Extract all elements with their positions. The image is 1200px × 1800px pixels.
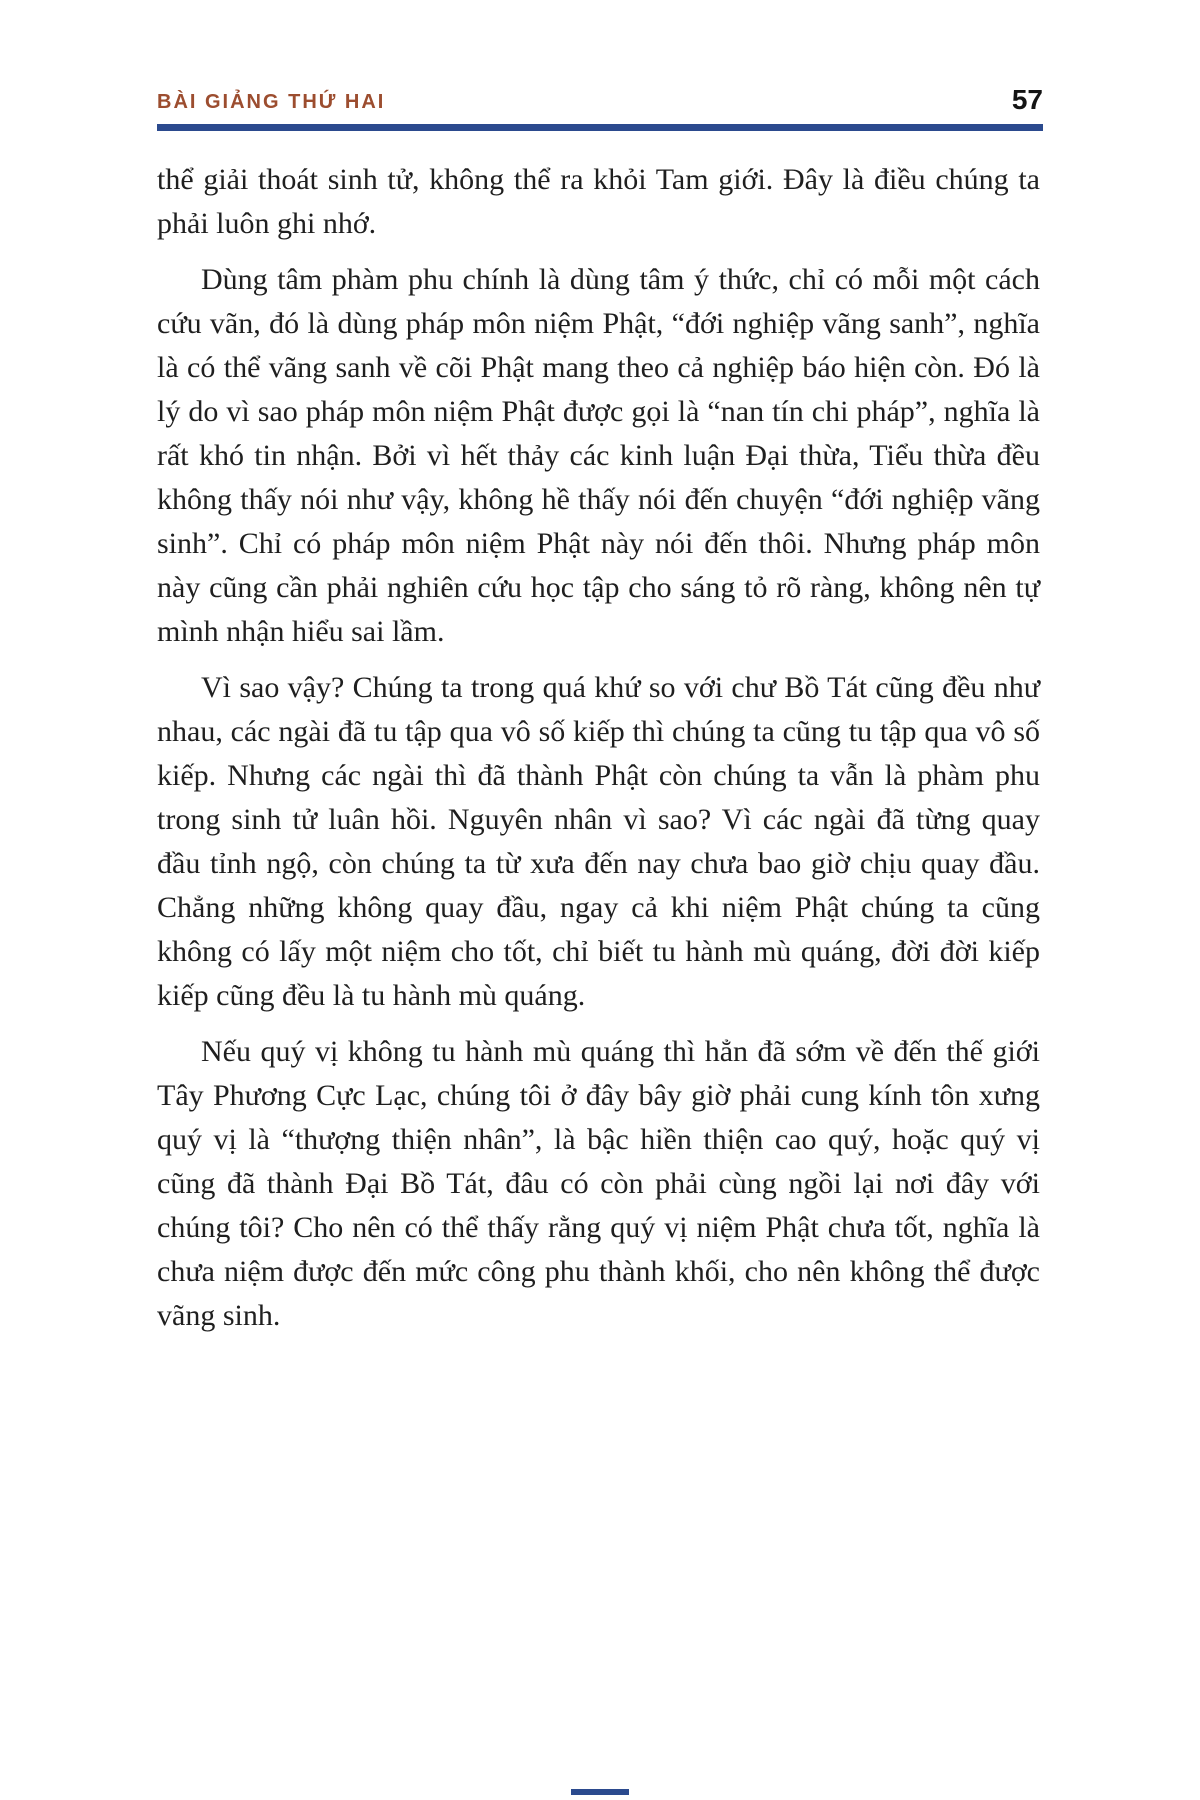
page-number: 57 [1011, 84, 1043, 115]
paragraph: Vì sao vậy? Chúng ta trong quá khứ so với chư Bồ Tát cũng đều như nhau, các ngài đã tu tập qua vô số kiếp thì chúng ta cũng tu tập qua vô số kiếp. Nhưng các ngài thì đã thành Phật còn chúng ta vẫn là phàm phu trong sinh tử luân hồi. Nguyên nhân vì sao? Vì các ngài đã từng quay đầu tỉnh ngộ, còn chúng ta từ xưa đến nay chưa bao giờ chịu quay đầu. Chẳng những không quay đầu, ngay cả khi niệm Phật chúng ta cũng không có lấy một niệm cho tốt, chỉ biết tu hành mù quáng, đời đời kiếp kiếp cũng đều là tu hành mù quáng. [157, 671, 1040, 1012]
paragraph: thể giải thoát sinh tử, không thể ra khỏi Tam giới. Đây là điều chúng ta phải luôn ghi nhớ. [157, 163, 1040, 240]
paragraph: Dùng tâm phàm phu chính là dùng tâm ý thức, chỉ có mỗi một cách cứu vãn, đó là dùng pháp môn niệm Phật, “đới nghiệp vãng sanh”, nghĩa là có thể vãng sanh về cõi Phật mang theo cả nghiệp báo hiện còn. Đó là lý do vì sao pháp môn niệm Phật được gọi là “nan tín chi pháp”, nghĩa là rất khó tin nhận. Bởi vì hết thảy các kinh luận Đại thừa, Tiểu thừa đều không thấy nói như vậy, không hề thấy nói đến chuyện “đới nghiệp vãng sinh”. Chỉ có pháp môn niệm Phật này nói đến thôi. Nhưng pháp môn này cũng cần phải nghiên cứu học tập cho sáng tỏ rõ ràng, không nên tự mình nhận hiểu sai lầm. [157, 263, 1040, 648]
header-row [157, 86, 1043, 114]
body-text [157, 158, 1040, 1350]
header-rule [157, 124, 1043, 131]
paragraph: Nếu quý vị không tu hành mù quáng thì hẳn đã sớm về đến thế giới Tây Phương Cực Lạc, chúng tôi ở đây bây giờ phải cung kính tôn xưng quý vị là “thượng thiện nhân”, là bậc hiền thiện cao quý, hoặc quý vị cũng đã thành Đại Bồ Tát, đâu có còn phải cùng ngồi lại nơi đây với chúng tôi? Cho nên có thể thấy rằng quý vị niệm Phật chưa tốt, nghĩa là chưa niệm được đến mức công phu thành khối, cho nên không thể được vãng sinh. [157, 1035, 1040, 1332]
running-title: BÀI GIẢNG THỨ HAI [157, 91, 386, 113]
page-header [157, 86, 1043, 131]
footer-mark [571, 1789, 629, 1795]
